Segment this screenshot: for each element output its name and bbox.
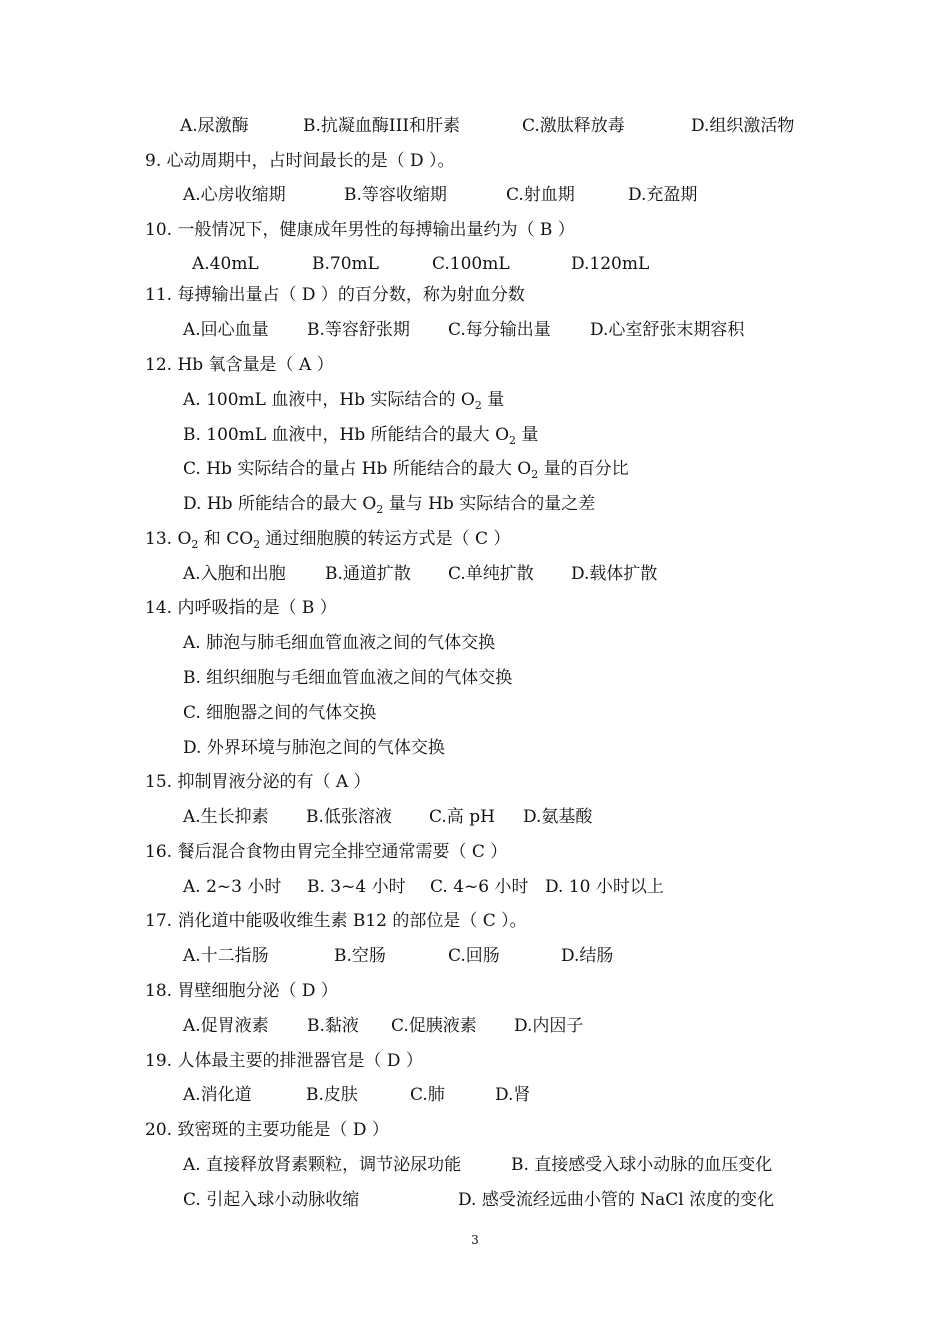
option-text: D.载体扩散 — [571, 564, 658, 584]
option-text: B.70mL — [312, 254, 379, 274]
page-number: 3 — [471, 1233, 479, 1247]
question-9: 9. 心动周期中，占时间最长的是（ D ）。 — [145, 151, 455, 171]
option-text: B. 直接感受入球小动脉的血压变化 — [511, 1155, 773, 1175]
option-c: C. Hb 实际结合的量占 Hb 所能结合的最大 $O_2$ 量的百分比 — [183, 459, 629, 481]
option-text: C. 4~6 小时 — [430, 877, 529, 897]
option-text: A.消化道 — [183, 1085, 252, 1105]
question-19: 19. 人体最主要的排泄器官是（ D ） — [145, 1051, 423, 1071]
option-text: B.空肠 — [334, 946, 386, 966]
option-text: B.等容舒张期 — [307, 320, 410, 340]
option-text: A.40mL — [192, 254, 259, 274]
option-text: C.射血期 — [506, 185, 575, 205]
question-14: 14. 内呼吸指的是（ B ） — [145, 598, 337, 618]
question-17: 17. 消化道中能吸收维生素 B12 的部位是（ C ）。 — [145, 911, 527, 931]
option-text: D.充盈期 — [628, 185, 698, 205]
question-16: 16. 餐后混合食物由胃完全排空通常需要（ C ） — [145, 842, 508, 862]
option-c: C. 细胞器之间的气体交换 — [183, 703, 377, 723]
option-text: D.120mL — [571, 254, 650, 274]
option-text: C.肺 — [410, 1085, 445, 1105]
question-11: 11. 每搏输出量占（ D ）的百分数，称为射血分数 — [145, 285, 525, 305]
option-text: D. 10 小时以上 — [545, 877, 664, 897]
option-text: B.黏液 — [307, 1016, 359, 1036]
option-text: D.组织激活物 — [691, 116, 795, 136]
option-text: C.激肽释放毒 — [522, 116, 625, 136]
option-d: D. 外界环境与肺泡之间的气体交换 — [183, 738, 445, 758]
option-text: D.氨基酸 — [523, 807, 593, 827]
question-12: 12. Hb 氧含量是（ A ） — [145, 355, 334, 375]
option-a: A. 肺泡与肺毛细血管血液之间的气体交换 — [183, 633, 496, 653]
option-text: C.100mL — [432, 254, 510, 274]
option-text: B.低张溶液 — [306, 807, 392, 827]
option-a: A. 100mL 血液中，Hb 实际结合的 $O_2$ 量 — [183, 390, 505, 412]
option-text: B.抗凝血酶III和肝素 — [303, 116, 461, 136]
question-13: 13. $O_2$ 和 $CO_2$ 通过细胞膜的转运方式是（ C ） — [145, 529, 511, 551]
option-b: B. 组织细胞与毛细血管血液之间的气体交换 — [183, 668, 513, 688]
option-text: D.结肠 — [561, 946, 614, 966]
question-10: 10. 一般情况下，健康成年男性的每搏输出量约为（ B ） — [145, 220, 575, 240]
option-text: D.内因子 — [514, 1016, 584, 1036]
option-text: A.十二指肠 — [183, 946, 269, 966]
option-text: D. 感受流经远曲小管的 NaCl 浓度的变化 — [458, 1190, 775, 1210]
option-text: A.入胞和出胞 — [183, 564, 286, 584]
option-text: D.肾 — [495, 1085, 531, 1105]
option-b: B. 100mL 血液中，Hb 所能结合的最大 $O_2$ 量 — [183, 425, 539, 447]
option-text: B.等容收缩期 — [344, 185, 447, 205]
option-text: C.每分输出量 — [448, 320, 551, 340]
option-text: C.促胰液素 — [391, 1016, 477, 1036]
option-text: A.生长抑素 — [183, 807, 269, 827]
option-text: D.心室舒张末期容积 — [590, 320, 745, 340]
option-text: B.通道扩散 — [325, 564, 411, 584]
option-text: C.高 pH — [429, 807, 495, 827]
option-d: D. Hb 所能结合的最大 $O_2$ 量与 Hb 实际结合的量之差 — [183, 494, 596, 516]
option-text: B. 3~4 小时 — [307, 877, 406, 897]
option-text: A. 直接释放肾素颗粒，调节泌尿功能 — [183, 1155, 462, 1175]
option-text: A.心房收缩期 — [183, 185, 286, 205]
option-text: B.皮肤 — [306, 1085, 358, 1105]
option-text: A.促胃液素 — [183, 1016, 269, 1036]
option-text: A.尿激酶 — [180, 116, 249, 136]
option-text: A.回心血量 — [183, 320, 269, 340]
question-20: 20. 致密斑的主要功能是（ D ） — [145, 1120, 389, 1140]
option-text: C.回肠 — [448, 946, 500, 966]
question-18: 18. 胃壁细胞分泌（ D ） — [145, 981, 338, 1001]
question-15: 15. 抑制胃液分泌的有（ A ） — [145, 772, 371, 792]
option-text: C.单纯扩散 — [448, 564, 534, 584]
option-text: A. 2~3 小时 — [183, 877, 282, 897]
option-text: C. 引起入球小动脉收缩 — [183, 1190, 360, 1210]
